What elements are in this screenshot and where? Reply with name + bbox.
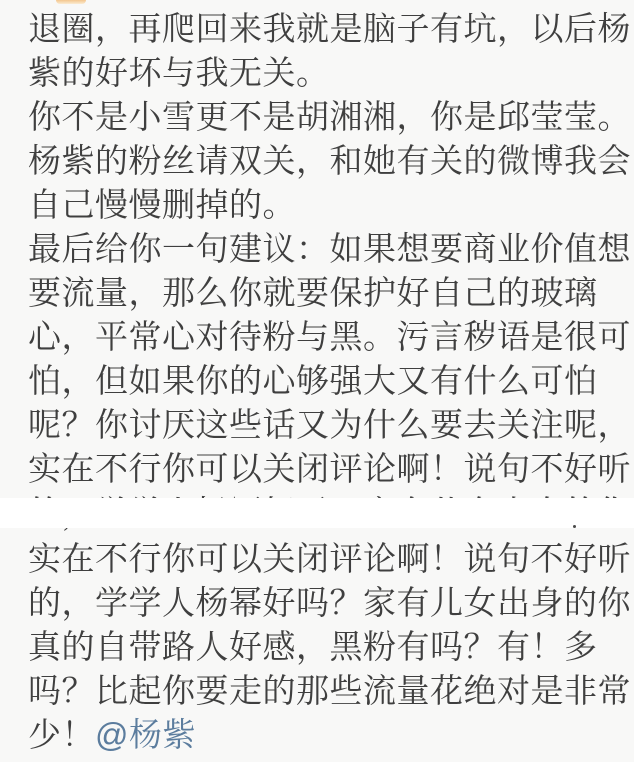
text-line: 要流量，那么你就要保护好自己的玻璃 — [28, 274, 598, 311]
last-line-text: 少！ — [28, 716, 95, 753]
text-line: 心，平常心对待粉与黑。污言秽语是很可 — [28, 318, 631, 355]
text-line: 的，学学人杨幂好吗？家有儿女出身的你 — [28, 584, 631, 621]
text-line: 紫的好坏与我无关。 — [28, 54, 330, 91]
text-line: 真的自带路人好感，黑粉有吗？有！多 — [28, 628, 598, 665]
screenshot-seam — [0, 498, 634, 528]
cropped-emoji-remnant-icon — [56, 0, 86, 4]
text-line: 自己慢慢删掉的。 — [28, 186, 296, 223]
text-line: 呢？你讨厌这些话又为什么要去关注呢， — [28, 406, 631, 443]
dust-speck — [573, 525, 576, 528]
text-line: 最后给你一句建议：如果想要商业价值想 — [28, 230, 631, 267]
post-text-block-bottom — [0, 528, 634, 762]
text-line: 吗？比起你要走的那些流量花绝对是非常 — [28, 672, 631, 709]
text-line: 杨紫的粉丝请双关，和她有关的微博我会 — [28, 142, 631, 179]
text-line: 你不是小雪更不是胡湘湘，你是邱莹莹。 — [28, 98, 631, 135]
text-line: 怕，但如果你的心够强大又有什么可怕 — [28, 362, 598, 399]
text-line: 实在不行你可以关闭评论啊！说句不好听 — [28, 540, 631, 577]
last-text-line — [28, 713, 628, 757]
mention-link[interactable]: @杨紫 — [95, 716, 196, 753]
text-line: 实在不行你可以关闭评论啊！说句不好听 — [28, 450, 631, 487]
text-line: 退圈，再爬回来我就是脑子有坑，以后杨 — [28, 10, 631, 47]
